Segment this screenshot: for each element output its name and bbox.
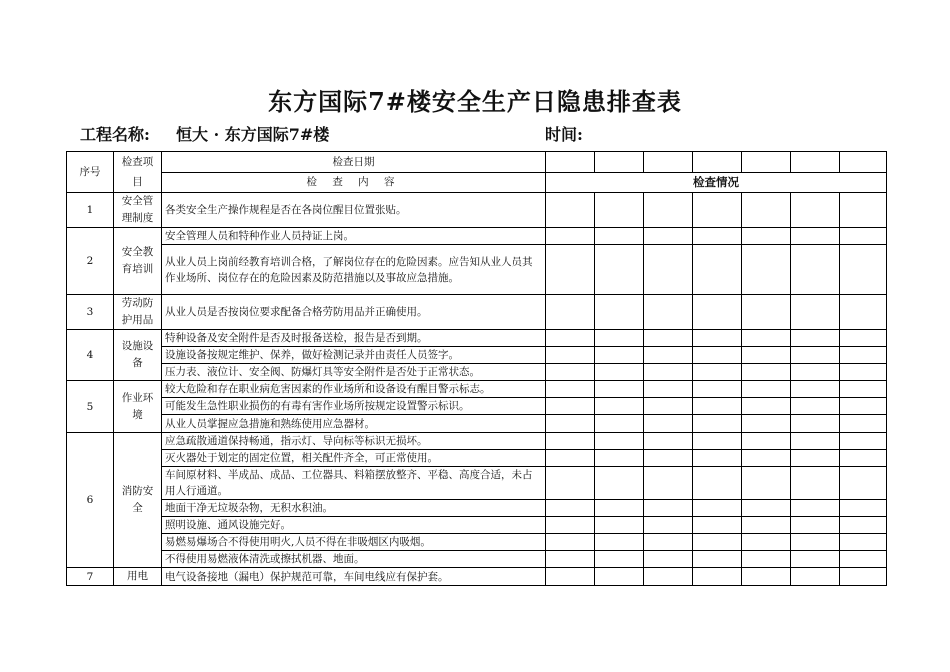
check-result-cell[interactable] <box>791 245 840 295</box>
check-result-cell[interactable] <box>840 450 887 467</box>
check-result-cell[interactable] <box>644 364 693 381</box>
check-result-cell[interactable] <box>546 330 595 347</box>
check-result-cell[interactable] <box>742 433 791 450</box>
check-result-cell[interactable] <box>742 245 791 295</box>
check-result-cell[interactable] <box>791 398 840 415</box>
check-item: 不得使用易燃液体清洗或擦拭机器、地面。 <box>162 551 546 568</box>
check-item: 从业人员是否按岗位要求配备合格劳防用品并正确使用。 <box>162 295 546 330</box>
check-result-cell[interactable] <box>791 415 840 433</box>
check-result-cell[interactable] <box>742 398 791 415</box>
check-item: 可能发生急性职业损伤的有毒有害作业场所按规定设置警示标识。 <box>162 398 546 415</box>
check-result-cell[interactable] <box>644 500 693 517</box>
check-result-cell[interactable] <box>546 450 595 467</box>
check-result-cell[interactable] <box>693 245 742 295</box>
check-result-cell[interactable] <box>840 500 887 517</box>
check-result-cell[interactable] <box>791 500 840 517</box>
header-date: 检查日期 <box>162 152 546 173</box>
check-item: 较大危险和存在职业病危害因素的作业场所和设备设有醒目警示标志。 <box>162 381 546 398</box>
check-result-cell[interactable] <box>644 517 693 534</box>
check-result-cell[interactable] <box>546 433 595 450</box>
inspection-table <box>66 151 887 586</box>
check-result-cell[interactable] <box>693 398 742 415</box>
check-result-cell[interactable] <box>840 295 887 330</box>
check-result-cell[interactable] <box>791 295 840 330</box>
check-item: 灭火器处于划定的固定位置，相关配件齐全，可正常使用。 <box>162 450 546 467</box>
check-result-cell[interactable] <box>546 467 595 500</box>
check-result-cell[interactable] <box>595 330 644 347</box>
table-row <box>67 245 887 295</box>
check-result-cell[interactable] <box>840 193 887 228</box>
check-result-cell[interactable] <box>644 330 693 347</box>
check-result-cell[interactable] <box>546 228 595 245</box>
check-result-cell[interactable] <box>546 500 595 517</box>
date-cell[interactable] <box>742 152 791 173</box>
check-result-cell[interactable] <box>546 245 595 295</box>
check-result-cell[interactable] <box>546 551 595 568</box>
check-item: 设施设备按规定维护、保养，做好检测记录并由责任人员签字。 <box>162 347 546 364</box>
table-row <box>67 433 887 450</box>
check-result-cell[interactable] <box>693 330 742 347</box>
section-number: 5 <box>67 381 114 433</box>
check-result-cell[interactable] <box>742 381 791 398</box>
check-result-cell[interactable] <box>595 500 644 517</box>
check-result-cell[interactable] <box>742 228 791 245</box>
check-result-cell[interactable] <box>742 467 791 500</box>
section-category: 设施设备 <box>114 330 162 381</box>
check-item: 应急疏散通道保持畅通，指示灯、导向标等标识无损坏。 <box>162 433 546 450</box>
section-category: 安全管理制度 <box>114 193 162 228</box>
check-result-cell[interactable] <box>595 534 644 551</box>
check-item: 压力表、液位计、安全阀、防爆灯具等安全附件是否处于正常状态。 <box>162 364 546 381</box>
check-result-cell[interactable] <box>546 364 595 381</box>
check-result-cell[interactable] <box>644 347 693 364</box>
table-row <box>67 398 887 415</box>
check-result-cell[interactable] <box>791 551 840 568</box>
check-result-cell[interactable] <box>742 551 791 568</box>
check-result-cell[interactable] <box>840 245 887 295</box>
section-number: 7 <box>67 568 114 586</box>
date-cell[interactable] <box>840 152 887 173</box>
check-result-cell[interactable] <box>742 500 791 517</box>
section-category: 劳动防护用品 <box>114 295 162 330</box>
project-name-label: 工程名称: <box>80 125 150 144</box>
check-result-cell[interactable] <box>742 517 791 534</box>
check-result-cell[interactable] <box>791 534 840 551</box>
check-result-cell[interactable] <box>693 517 742 534</box>
check-result-cell[interactable] <box>693 295 742 330</box>
header-situation: 检查情况 <box>546 172 887 193</box>
check-result-cell[interactable] <box>742 534 791 551</box>
page-title: 东方国际7#楼安全生产日隐患排查表 <box>268 87 682 116</box>
section-number: 2 <box>67 228 114 295</box>
table-row <box>67 467 887 500</box>
table-row <box>67 295 887 330</box>
check-item: 从业人员掌握应急措施和熟练使用应急器材。 <box>162 415 546 433</box>
date-cell[interactable] <box>595 152 644 173</box>
check-result-cell[interactable] <box>791 228 840 245</box>
date-cell[interactable] <box>644 152 693 173</box>
table-row <box>67 500 887 517</box>
check-item: 车间原材料、半成品、成品、工位器具、料箱摆放整齐、平稳、高度合适，未占用人行通道。 <box>162 467 546 500</box>
check-result-cell[interactable] <box>840 228 887 245</box>
check-result-cell[interactable] <box>840 398 887 415</box>
check-item: 特种设备及安全附件是否及时报备送检，报告是否到期。 <box>162 330 546 347</box>
check-result-cell[interactable] <box>595 228 644 245</box>
check-result-cell[interactable] <box>791 364 840 381</box>
check-result-cell[interactable] <box>791 433 840 450</box>
check-result-cell[interactable] <box>644 433 693 450</box>
check-result-cell[interactable] <box>693 467 742 500</box>
check-result-cell[interactable] <box>595 347 644 364</box>
table-row <box>67 330 887 347</box>
check-result-cell[interactable] <box>840 433 887 450</box>
check-result-cell[interactable] <box>546 193 595 228</box>
check-result-cell[interactable] <box>595 450 644 467</box>
check-result-cell[interactable] <box>644 295 693 330</box>
table-row <box>67 364 887 381</box>
table-row <box>67 193 887 228</box>
table-row <box>67 534 887 551</box>
check-item: 安全管理人员和特种作业人员持证上岗。 <box>162 228 546 245</box>
table-row <box>67 347 887 364</box>
check-result-cell[interactable] <box>546 415 595 433</box>
check-result-cell[interactable] <box>791 467 840 500</box>
check-item: 照明设施、通风设施完好。 <box>162 517 546 534</box>
check-result-cell[interactable] <box>595 415 644 433</box>
section-category: 安全教育培训 <box>114 228 162 295</box>
check-result-cell[interactable] <box>546 398 595 415</box>
check-result-cell[interactable] <box>644 245 693 295</box>
check-result-cell[interactable] <box>595 467 644 500</box>
check-result-cell[interactable] <box>644 467 693 500</box>
check-result-cell[interactable] <box>742 330 791 347</box>
check-item: 电气设备接地（漏电）保护规范可靠，车间电线应有保护套。 <box>162 568 546 586</box>
header-row-content <box>67 172 887 193</box>
check-result-cell[interactable] <box>742 364 791 381</box>
check-result-cell[interactable] <box>742 568 791 586</box>
check-result-cell[interactable] <box>840 551 887 568</box>
check-result-cell[interactable] <box>595 193 644 228</box>
section-category: 消防安全 <box>114 433 162 568</box>
check-result-cell[interactable] <box>595 433 644 450</box>
check-result-cell[interactable] <box>693 568 742 586</box>
check-result-cell[interactable] <box>840 467 887 500</box>
check-result-cell[interactable] <box>693 347 742 364</box>
check-result-cell[interactable] <box>595 517 644 534</box>
check-result-cell[interactable] <box>742 415 791 433</box>
header-row-date <box>67 152 887 173</box>
check-result-cell[interactable] <box>546 534 595 551</box>
check-result-cell[interactable] <box>595 295 644 330</box>
check-result-cell[interactable] <box>644 415 693 433</box>
check-result-cell[interactable] <box>595 245 644 295</box>
check-result-cell[interactable] <box>840 364 887 381</box>
table-row <box>67 517 887 534</box>
check-result-cell[interactable] <box>791 517 840 534</box>
check-result-cell[interactable] <box>791 568 840 586</box>
check-result-cell[interactable] <box>693 534 742 551</box>
check-result-cell[interactable] <box>644 193 693 228</box>
time-label: 时间: <box>545 125 583 144</box>
check-result-cell[interactable] <box>840 330 887 347</box>
check-result-cell[interactable] <box>693 193 742 228</box>
header-category: 检查项目 <box>114 152 162 193</box>
section-number: 1 <box>67 193 114 228</box>
table-row <box>67 450 887 467</box>
check-result-cell[interactable] <box>742 193 791 228</box>
check-result-cell[interactable] <box>693 551 742 568</box>
check-result-cell[interactable] <box>840 347 887 364</box>
check-result-cell[interactable] <box>644 398 693 415</box>
section-number: 6 <box>67 433 114 568</box>
check-result-cell[interactable] <box>644 381 693 398</box>
check-item: 各类安全生产操作规程是否在各岗位醒目位置张贴。 <box>162 193 546 228</box>
check-result-cell[interactable] <box>693 364 742 381</box>
check-item: 从业人员上岗前经教育培训合格，了解岗位存在的危险因素。应告知从业人员其作业场所、岗位存在的危险因素及防范措施以及事故应急措施。 <box>162 245 546 295</box>
check-result-cell[interactable] <box>693 381 742 398</box>
table-row <box>67 415 887 433</box>
check-result-cell[interactable] <box>644 551 693 568</box>
check-result-cell[interactable] <box>693 450 742 467</box>
table-row <box>67 381 887 398</box>
check-result-cell[interactable] <box>742 295 791 330</box>
check-result-cell[interactable] <box>546 295 595 330</box>
check-result-cell[interactable] <box>546 347 595 364</box>
check-result-cell[interactable] <box>693 415 742 433</box>
check-result-cell[interactable] <box>693 500 742 517</box>
check-result-cell[interactable] <box>595 568 644 586</box>
check-result-cell[interactable] <box>742 450 791 467</box>
section-number: 4 <box>67 330 114 381</box>
check-result-cell[interactable] <box>742 347 791 364</box>
check-result-cell[interactable] <box>644 534 693 551</box>
section-category: 作业环境 <box>114 381 162 433</box>
check-result-cell[interactable] <box>840 517 887 534</box>
check-result-cell[interactable] <box>791 450 840 467</box>
check-result-cell[interactable] <box>791 347 840 364</box>
check-result-cell[interactable] <box>840 415 887 433</box>
section-number: 3 <box>67 295 114 330</box>
date-cell[interactable] <box>693 152 742 173</box>
check-item: 地面干净无垃圾杂物，无积水积油。 <box>162 500 546 517</box>
check-result-cell[interactable] <box>644 450 693 467</box>
check-result-cell[interactable] <box>595 551 644 568</box>
date-cell[interactable] <box>791 152 840 173</box>
table-row <box>67 228 887 245</box>
header-seq: 序号 <box>67 152 114 193</box>
check-result-cell[interactable] <box>595 364 644 381</box>
check-result-cell[interactable] <box>840 568 887 586</box>
project-name-value: 恒大 · 东方国际7#楼 <box>176 125 330 144</box>
check-result-cell[interactable] <box>644 228 693 245</box>
check-result-cell[interactable] <box>546 381 595 398</box>
check-result-cell[interactable] <box>644 568 693 586</box>
table-row <box>67 568 887 586</box>
check-result-cell[interactable] <box>693 433 742 450</box>
check-result-cell[interactable] <box>791 193 840 228</box>
check-result-cell[interactable] <box>546 568 595 586</box>
check-result-cell[interactable] <box>595 398 644 415</box>
date-cell[interactable] <box>546 152 595 173</box>
check-result-cell[interactable] <box>840 381 887 398</box>
check-result-cell[interactable] <box>595 381 644 398</box>
check-result-cell[interactable] <box>840 534 887 551</box>
check-result-cell[interactable] <box>693 228 742 245</box>
header-content: 检 查 内 容 <box>162 172 546 193</box>
check-result-cell[interactable] <box>791 330 840 347</box>
table-row <box>67 551 887 568</box>
check-result-cell[interactable] <box>546 517 595 534</box>
check-result-cell[interactable] <box>791 381 840 398</box>
check-item: 易燃易爆场合不得使用明火,人员不得在非吸烟区内吸烟。 <box>162 534 546 551</box>
section-category: 用电 <box>114 568 162 586</box>
